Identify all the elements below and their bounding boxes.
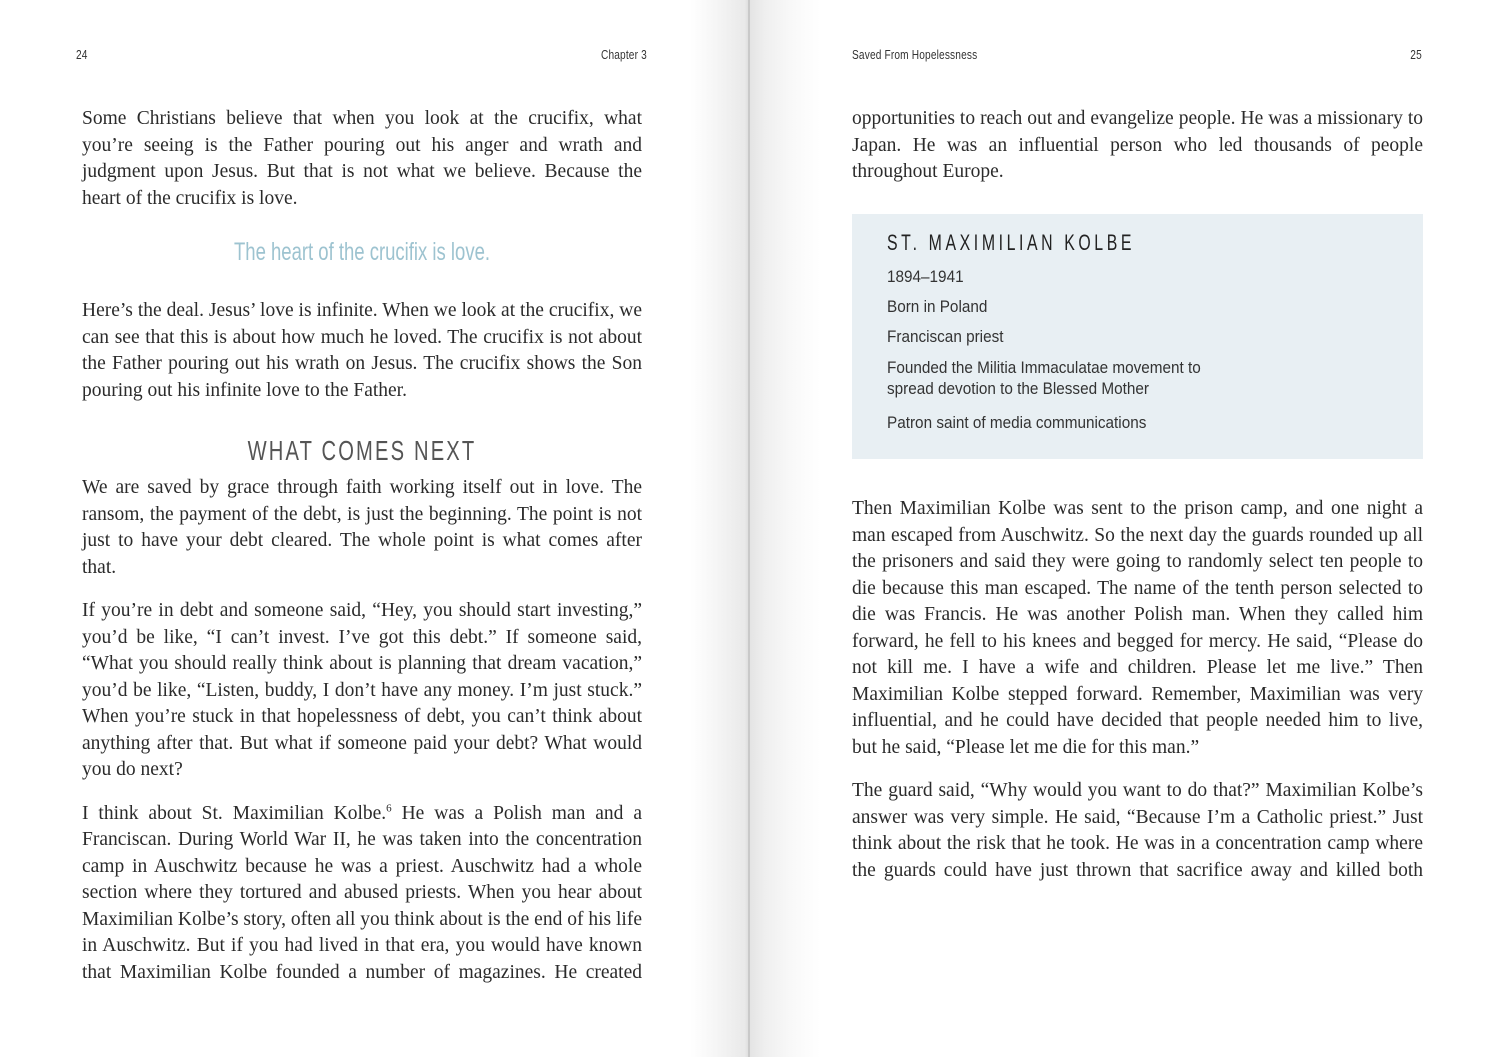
right-text-top <box>852 106 1423 203</box>
right-text-bottom <box>852 496 1423 901</box>
running-head-title: Saved From Hopelessness <box>852 47 978 62</box>
sidebar-fact-order: Franciscan priest <box>887 327 1004 346</box>
sidebar-fact-founded-1: Founded the Militia Immaculatae movement to <box>887 358 1201 377</box>
kolbe-text-start: I think about St. Maximilian Kolbe. <box>82 802 387 824</box>
sidebar-fact-birthplace: Born in Poland <box>887 297 988 316</box>
left-text-middle <box>82 298 642 421</box>
left-page <box>0 0 749 1057</box>
paragraph: If you’re in debt and someone said, “Hey, you should start investing,” you’d be like, “I can’t invest. I’ve got this debt.” If someone said, “What you should really think about is planning that dream vacation,” you’d be like, “Listen, buddy, I don’t have any money. I’m just stuck.” When you’re stuck in that hopelessness of debt, you can’t think about anything after that. But what if someone paid your debt? What would you do next? <box>82 600 642 780</box>
sidebar-fact-founded-2: spread devotion to the Blessed Mother <box>887 379 1149 398</box>
paragraph: We are saved by grace through faith working itself out in love. The ransom, the payment of the debt, is just the beginning. The point is not just to have your debt cleared. The whole point is what comes after that. <box>82 477 642 578</box>
running-head-chapter: Chapter 3 <box>601 47 647 62</box>
paragraph: The guard said, “Why would you want to do that?” Maximilian Kolbe’s answer was very simple. He said, “Because I’m a Catholic priest.” Just think about the risk that he took. He was in a concentration camp where the guards could have just thrown that sacrifice away and killed both <box>852 780 1423 881</box>
kolbe-text-rest: He was a Polish man and a Franciscan. During World War II, he was taken into the concentration camp in Auschwitz because he was a priest. Auschwitz had a whole section where they tortured and abused priests. When you hear about Maximilian Kolbe’s story, often all you think about is the end of his life in Auschwitz. But if you had lived in that era, you would have known that Maximilian Kolbe founded a number of magazines. He created <box>82 802 642 983</box>
pull-quote: The heart of the crucifix is love. <box>233 238 491 266</box>
paragraph: Some Christians believe that when you look at the crucifix, what you’re seeing is the Father pouring out his anger and wrath and judgment upon Jesus. But that is not what we believe. Because the heart of the crucifix is love. <box>82 108 642 209</box>
sidebar-title: ST. MAXIMILIAN KOLBE <box>887 230 1136 255</box>
sidebar-fact-dates: 1894–1941 <box>887 267 964 286</box>
paragraph: Then Maximilian Kolbe was sent to the prison camp, and one night a man escaped from Auschwitz. So the next day the guards rounded up all the prisoners and said they were going to randomly select ten people to die because this man escaped. The name of the tenth person selected to die was Francis. He was another Polish man. When they called him forward, he fell to his knees and begged for mercy. He said, “Please do not kill me. I have a wife and children. Please let me live.” Then Maximilian Kolbe stepped forward. Remember, Maximilian was very influential, and he could have decided that people needed him to live, but he said, “Please let me die for this man.” <box>852 498 1423 758</box>
page-number-left: 24 <box>76 47 88 62</box>
paragraph: opportunities to reach out and evangelize people. He was a missionary to Japan. He was an influential person who led thousands of people throughout Europe. <box>852 108 1423 182</box>
paragraph: Here’s the deal. Jesus’ love is infinite. When we look at the crucifix, we can see that this is about how much he loved. The crucifix is not about the Father pouring out his wrath on Jesus. The crucifix shows the Son pouring out his infinite love to the Father. <box>82 300 642 401</box>
left-text-top <box>82 106 642 229</box>
saint-sidebar-box <box>852 214 1423 459</box>
left-text-bottom <box>82 475 642 1003</box>
section-heading: WHAT COMES NEXT <box>247 435 477 466</box>
sidebar-fact-patron: Patron saint of media communications <box>887 413 1147 432</box>
footnote-marker[interactable]: 6 <box>386 802 392 814</box>
page-number-right: 25 <box>1410 47 1422 62</box>
paragraph-kolbe <box>82 801 642 987</box>
